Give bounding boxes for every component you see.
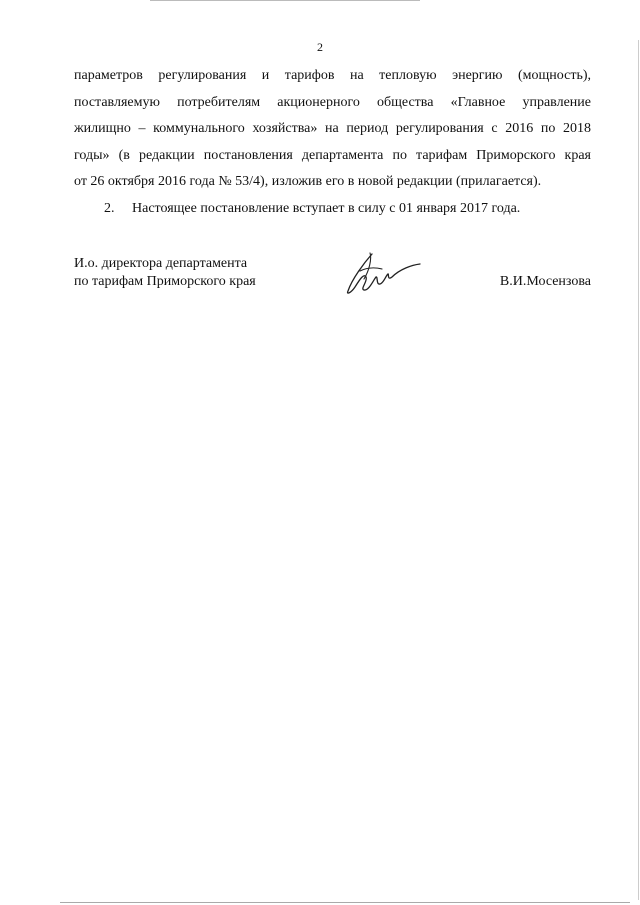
handwritten-signature	[342, 249, 422, 299]
paragraph-continuation	[74, 63, 591, 196]
text-line: годы» (в редакции постановления департамента по тарифам Приморского края	[74, 147, 591, 163]
item-number: 2.	[104, 200, 115, 216]
numbered-item-2	[74, 196, 591, 223]
signer-position-line-1: И.о. директора департамента	[74, 256, 248, 271]
scan-edge-top	[150, 0, 420, 1]
signer-position-line-2: по тарифам Приморского края	[74, 274, 256, 289]
text-line: от 26 октября 2016 года № 53/4), изложив его в новой редакции (прилагается).	[74, 174, 542, 189]
item-text: Настоящее постановление вступает в силу с 01 января 2017 года.	[132, 200, 521, 216]
scan-edge-right	[638, 40, 639, 900]
text-line: параметров регулирования и тарифов на тепловую энергию (мощность),	[74, 68, 591, 83]
text-line: жилищно – коммунального хозяйства» на период регулирования с 2016 по 2018	[74, 121, 591, 136]
document-body	[74, 63, 591, 222]
text-line: поставляемую потребителям акционерного общества «Главное управление	[74, 94, 591, 110]
scan-edge-bottom	[60, 902, 630, 903]
signer-name: В.И.Мосензова	[499, 274, 591, 289]
page-number: 2	[317, 40, 323, 54]
signature-block	[74, 255, 591, 315]
signer-position	[74, 255, 256, 291]
